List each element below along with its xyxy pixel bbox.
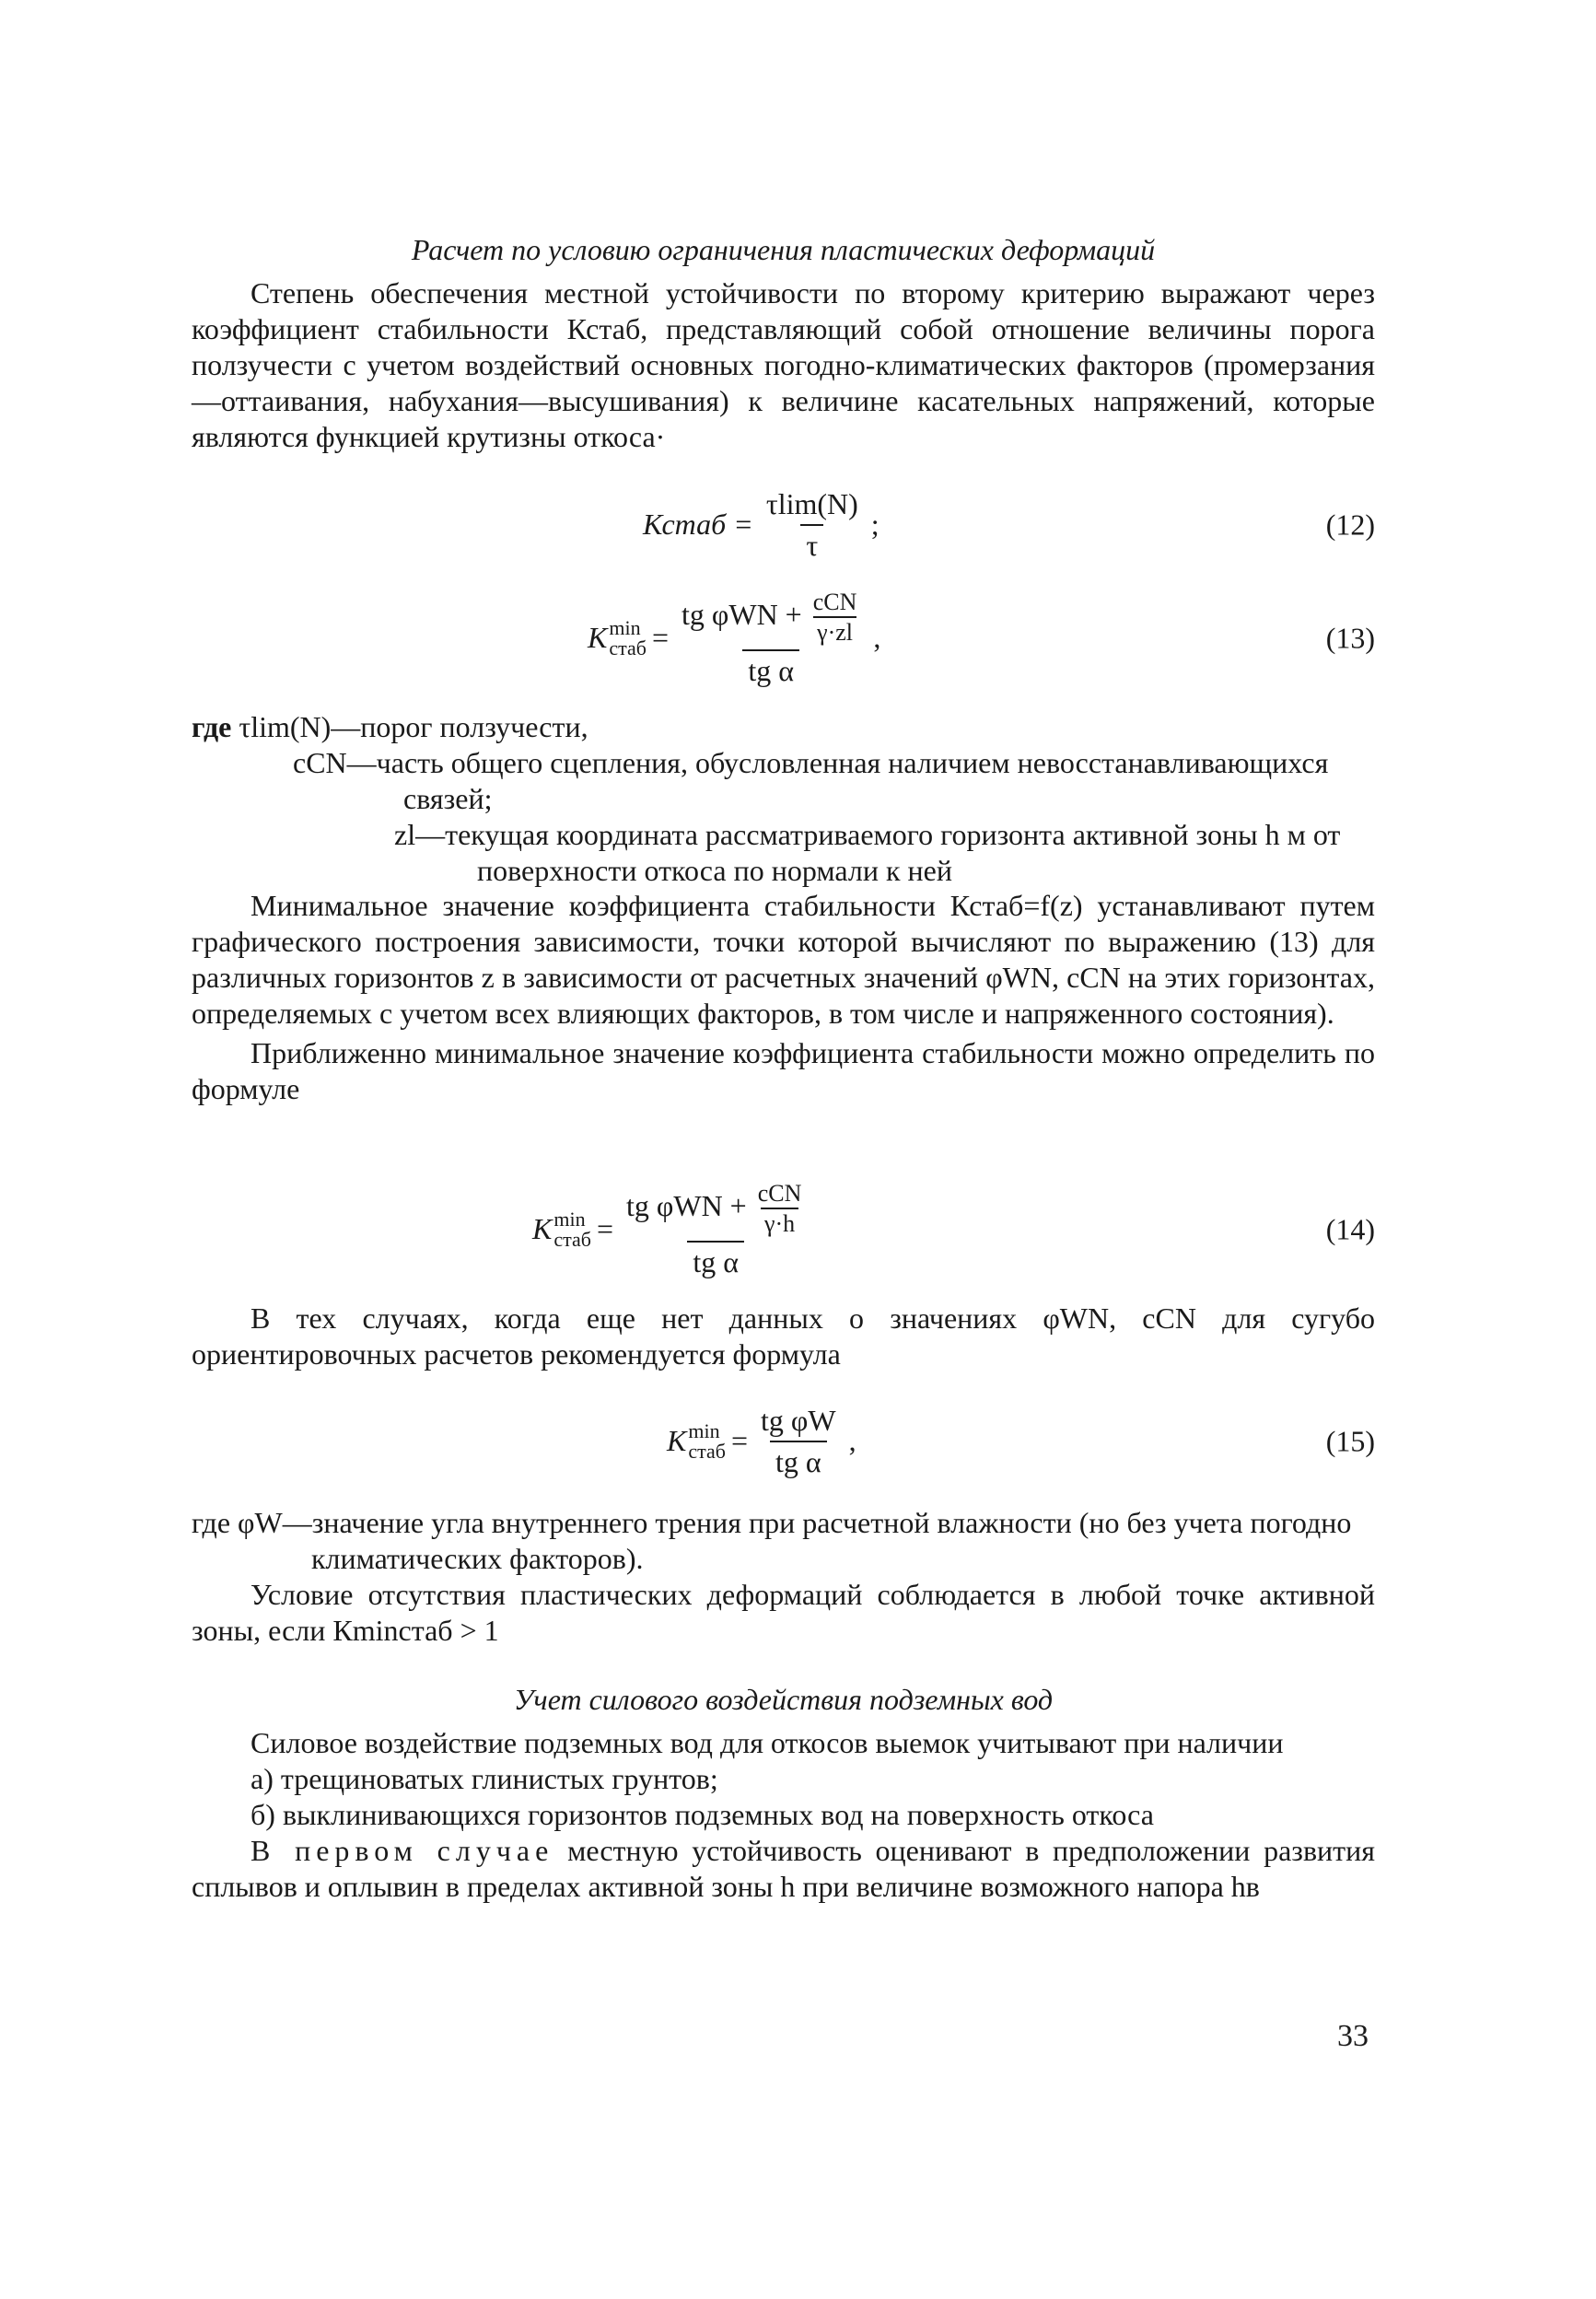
eq14-sub: стаб (553, 1228, 591, 1251)
eq12-lhs: Кстаб = (643, 508, 753, 542)
eq14-k: K (532, 1212, 553, 1246)
eq14-number: (14) (1325, 1212, 1375, 1246)
eq13-inner-fraction (813, 588, 857, 648)
eq12-number: (12) (1325, 508, 1375, 542)
eq15-numerator: tg φW (761, 1403, 836, 1437)
eq13-tail: , (873, 621, 881, 655)
section-heading: Расчет по условию ограничения пластических деформаций (411, 233, 1156, 266)
paragraph-intro: Степень обеспечения местной устойчивости по второму критерию выражают через коэффициент стабильности Кстаб, представляющий собой отношение величины порога ползучести с учетом воздействий основных погодно-климатических факторов (промерзания—оттаивания, набухания—высушивания) к величине касательных напряжений, которые являются функцией крутизны откоса· (192, 276, 1375, 454)
eq15-k: K (667, 1424, 687, 1458)
section-2-paragraph-2 (192, 1833, 1375, 1905)
eq12-fraction (761, 486, 864, 564)
definitions-list (192, 709, 1375, 889)
eq13-inner-num: cCN (812, 588, 857, 615)
eq14-inner-den: γ·h (761, 1208, 798, 1239)
page-number: 33 (1337, 2019, 1369, 2053)
eq14-inner-fraction (758, 1179, 802, 1239)
definition-tau (192, 709, 1375, 745)
paragraph-cases: В тех случаях, когда еще нет данных о значениях φWN, cCN для сугубо ориентировочных расчетов рекомендуется формула (192, 1301, 1375, 1371)
eq13-equals: = (651, 621, 669, 655)
eq13-numerator (676, 588, 866, 649)
section-2 (192, 1682, 1375, 1905)
eq13-num-main: tg φWN + (682, 597, 802, 631)
list-item-b: б) выклинивающихся горизонтов подземных вод на поверхность откоса (250, 1798, 1154, 1832)
eq12-tail: ; (870, 508, 880, 542)
section-2-paragraph-2-rest: местную устойчивость оценивают в предположении развития сплывов и оплывин в пределах активной зоны h при величине возможного напора hв (192, 1834, 1376, 1904)
section-2-heading: Учет силового воздействия подземных вод (513, 1683, 1054, 1716)
eq13-supsub (609, 618, 647, 659)
equation-14 (192, 1162, 1375, 1297)
eq14-fraction (621, 1179, 810, 1280)
eq14-sup: min (553, 1208, 586, 1231)
eq15-sub: стаб (688, 1440, 726, 1463)
eq13-denominator: tg α (742, 649, 799, 689)
definition-zl: zl—текущая координата рассматриваемого горизонта активной зоны h м от поверхности откоса по нормали к ней (394, 818, 1341, 888)
eq13-inner-den: γ·zl (813, 616, 856, 648)
eq12-denominator: τ (800, 524, 823, 564)
section-1 (192, 232, 1375, 455)
eq14-equals: = (596, 1212, 613, 1246)
eq13-k: K (588, 621, 608, 655)
eq15-number: (15) (1325, 1424, 1375, 1458)
eq15-sup: min (688, 1419, 720, 1442)
eq14-denominator: tg α (687, 1241, 744, 1280)
body-block-1 (192, 888, 1375, 1107)
equation-12 (192, 479, 1375, 571)
eq15-denominator: tg α (770, 1441, 827, 1480)
eq15-equals: = (730, 1424, 748, 1458)
spaced-phrase: В первом случае (250, 1834, 554, 1868)
definition-tau-text: τlim(N)—порог ползучести, (239, 710, 588, 743)
eq13-number: (13) (1325, 621, 1375, 655)
body-block-2 (192, 1301, 1375, 1372)
eq14-num-main: tg φWN + (626, 1188, 747, 1222)
definition-ccn: cCN—часть общего сцепления, обусловленная наличием невосстанавливающихся связей; (293, 746, 1329, 816)
definition-phiw: где φW—значение угла внутреннего трения при расчетной влажности (но без учета погодно климатических факторов). (192, 1506, 1352, 1576)
where-label: где (192, 710, 232, 743)
eq13-sub: стаб (609, 636, 647, 659)
eq14-supsub (553, 1209, 591, 1250)
eq13-fraction (676, 588, 866, 689)
equation-13 (192, 573, 1375, 704)
paragraph-minimum: Минимальное значение коэффициента стабильности Кстаб=f(z) устанавливают путем графического построения зависимости, точки которой вычисляют по выражению (13) для различных горизонтов z в зависимости от расчетных значений φWN, cCN на этих горизонтах, определяемых с учетом всех влияющих факторов, в том числе и напряженного состояния). (192, 889, 1375, 1031)
eq13-sup: min (609, 616, 641, 639)
paragraph-approx: Приближенно минимальное значение коэффициента стабильности можно определить по формуле (192, 1036, 1375, 1106)
eq12-numerator: τlim(N) (765, 486, 858, 520)
eq14-numerator (621, 1179, 810, 1241)
paragraph-condition: Условие отсутствия пластических деформаций соблюдается в любой точке активной зоны, если Кminстаб > 1 (192, 1578, 1375, 1648)
equation-15 (192, 1391, 1375, 1492)
eq15-tail: , (848, 1424, 856, 1458)
list-item-a: а) трещиноватых глинистых грунтов; (250, 1762, 718, 1796)
eq15-supsub (688, 1421, 726, 1462)
eq15-fraction (755, 1403, 842, 1480)
body-block-3 (192, 1505, 1375, 1649)
eq14-inner-num: cCN (757, 1179, 802, 1207)
section-2-paragraph-1: Силовое воздействие подземных вод для откосов выемок учитывают при наличии (250, 1726, 1284, 1760)
